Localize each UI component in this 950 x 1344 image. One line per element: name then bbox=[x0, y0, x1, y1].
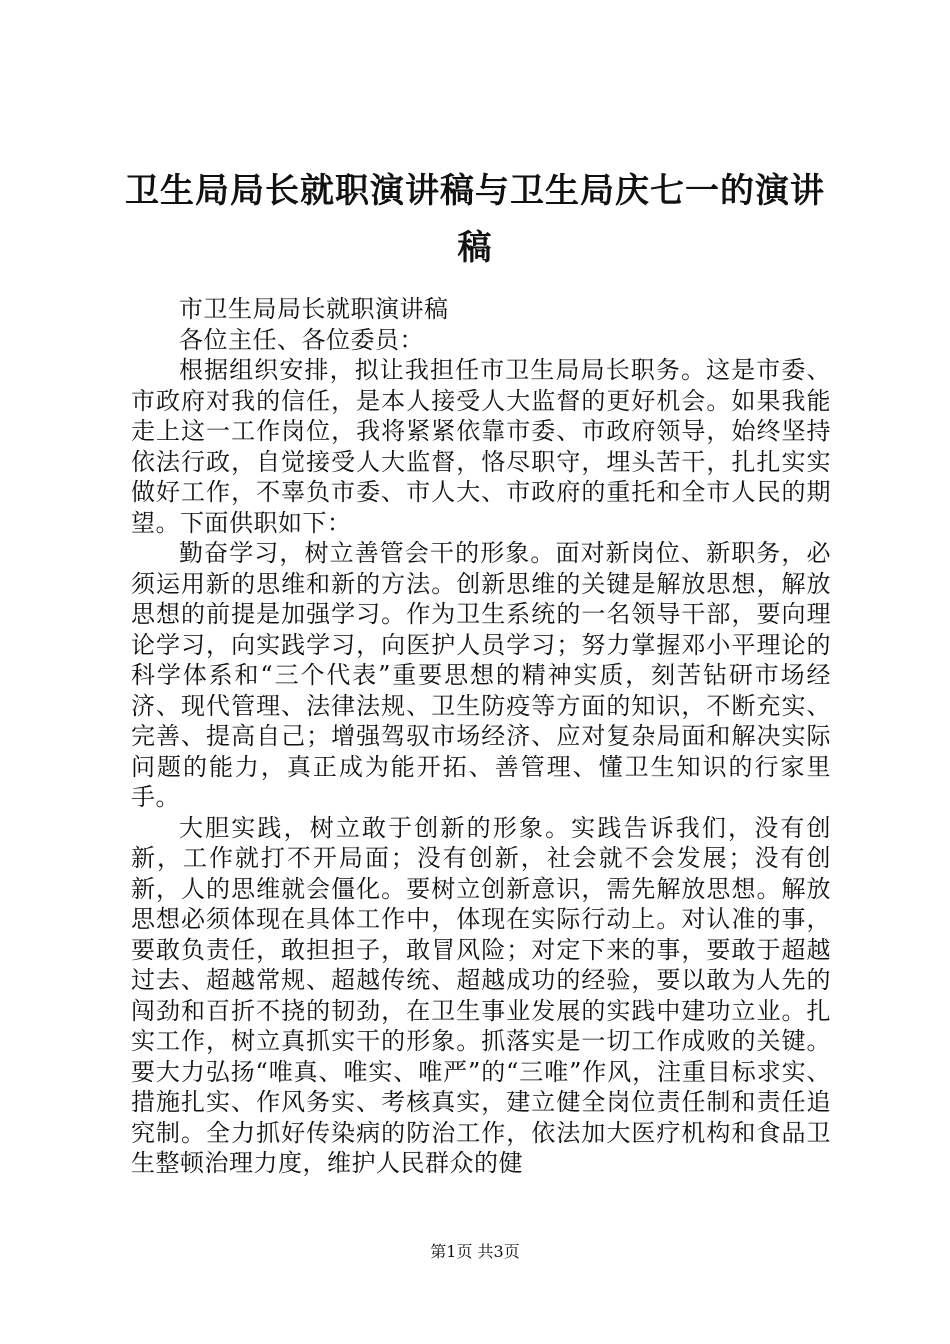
document-body bbox=[131, 294, 831, 1179]
body-paragraph: 根据组织安排，拟让我担任市卫生局局长职务。这是市委、市政府对我的信任，是本人接受人大监督的更好机会。如果我能走上这一工作岗位，我将紧紧依靠市委、市政府领导，始终坚持依法行政，自觉接受人大监督，恪尽职守，埋头苦干，扎扎实实做好工作，不辜负市委、市人大、市政府的重托和全市人民的期望。下面供职如下： bbox=[131, 356, 831, 537]
subtitle-paragraph: 市卫生局局长就职演讲稿 bbox=[179, 295, 449, 323]
body-paragraph: 勤奋学习，树立善管会干的形象。面对新岗位、新职务，必须运用新的思维和新的方法。创新思维的关键是解放思想，解放思想的前提是加强学习。作为卫生系统的一名领导干部，要向理论学习，向实践学习，向医护人员学习；努力掌握邓小平理论的科学体系和“三个代表”重要思想的精神实质，刻苦钻研市场经济、现代管理、法律法规、卫生防疫等方面的知识，不断充实、完善、提高自己；增强驾驭市场经济、应对复杂局面和解决实际问题的能力，真正成为能开拓、善管理、懂卫生知识的行家里手。 bbox=[131, 539, 831, 811]
page-footer: 第1页 共3页 bbox=[430, 1242, 520, 1261]
salutation-paragraph: 各位主任、各位委员： bbox=[179, 325, 424, 354]
body-paragraph: 大胆实践，树立敢于创新的形象。实践告诉我们，没有创新，工作就打不开局面；没有创新，社会就不会发展；没有创新，人的思维就会僵化。要树立创新意识，需先解放思想。解放思想必须体现在具体工作中，体现在实际行动上。对认准的事，要敢负责任，敢担担子，敢冒风险；对定下来的事，要敢于超越过去、超越常规、超越传统、超越成功的经验，要以敢为人先的闯劲和百折不挠的韧劲，在卫生事业发展的实践中建功立业。扎实工作，树立真抓实干的形象。抓落实是一切工作成败的关键。要大力弘扬“唯真、唯实、唯严”的“三唯”作风，注重目标求实、措施扎实、作风务实、考核真实，建立健全岗位责任制和责任追究制。全力抓好传染病的防治工作，依法加大医疗机构和食品卫生整顿治理力度，维护人民群众的健 bbox=[131, 813, 831, 1177]
page-title: 卫生局局长就职演讲稿与卫生局庆七一的演讲稿 bbox=[125, 171, 825, 268]
